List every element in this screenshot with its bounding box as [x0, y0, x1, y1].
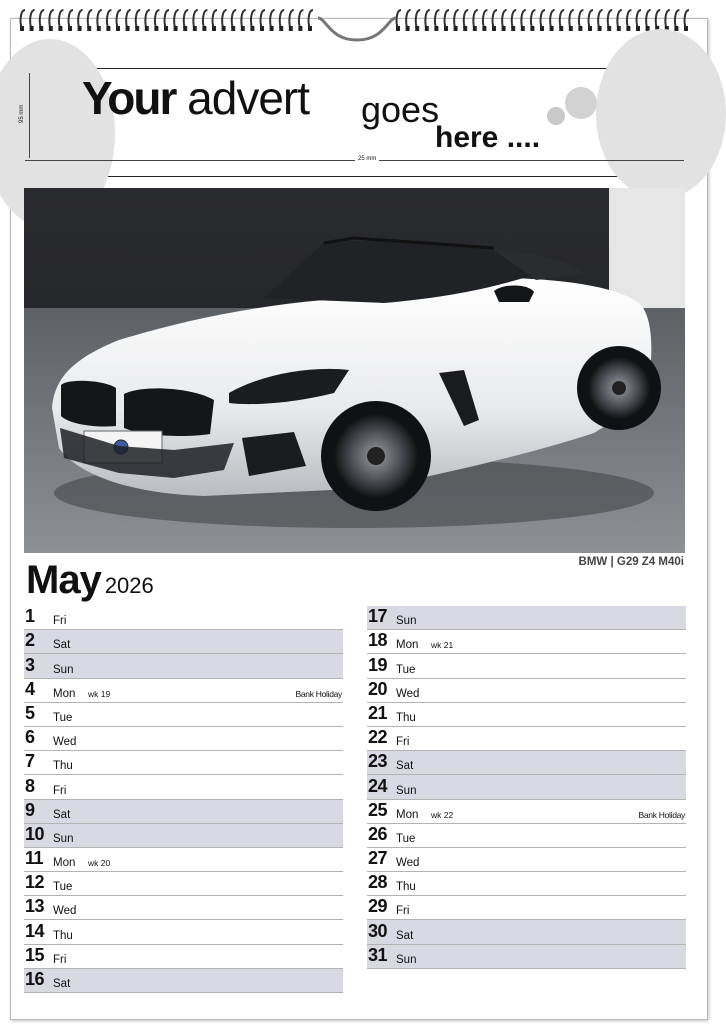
binding-hole	[454, 26, 458, 31]
binding-hole	[241, 26, 245, 31]
binding-hole	[193, 26, 197, 31]
binding-hole	[684, 26, 688, 31]
photo-caption: BMW | G29 Z4 M40i	[578, 556, 684, 568]
day-number: 10	[25, 823, 45, 844]
binding-hole	[482, 26, 486, 31]
day-name: Wed	[396, 857, 420, 870]
binding-hole	[279, 26, 283, 31]
day-name: Sat	[53, 808, 71, 821]
calendar-row	[367, 630, 686, 654]
binding-hole	[250, 26, 254, 31]
day-name: Mon	[396, 639, 419, 652]
calendar-row	[367, 824, 686, 848]
day-name: Tue	[396, 832, 416, 845]
binding-hole	[298, 26, 302, 31]
calendar-row	[24, 679, 343, 703]
binding-hole	[135, 26, 139, 31]
calendar-row	[367, 800, 686, 824]
day-name: Sat	[396, 929, 414, 942]
spiral-binding	[0, 0, 714, 48]
binding-hole	[289, 26, 293, 31]
day-number: 12	[25, 872, 45, 893]
binding-hole	[49, 26, 53, 31]
binding-hole	[260, 26, 264, 31]
binding-hole	[270, 26, 274, 31]
binding-hole	[425, 26, 429, 31]
day-number: 11	[25, 848, 44, 869]
day-number: 17	[368, 606, 388, 627]
day-number: 13	[25, 896, 45, 917]
advert-decor-circle	[565, 87, 597, 119]
binding-hole	[636, 26, 640, 31]
binding-hole	[116, 26, 120, 31]
binding-hole	[530, 26, 534, 31]
binding-hole	[222, 26, 226, 31]
calendar-row	[367, 703, 686, 727]
day-number: 25	[368, 799, 388, 820]
binding-hole	[540, 26, 544, 31]
binding-hole	[30, 26, 34, 31]
day-name: Mon	[53, 687, 76, 700]
calendar-row	[24, 727, 343, 751]
binding-hole	[145, 26, 149, 31]
calendar-column-left	[24, 606, 343, 993]
binding-hole	[473, 26, 477, 31]
day-name: Wed	[53, 736, 77, 749]
week-number: wk 22	[431, 809, 454, 820]
binding-hole	[183, 26, 187, 31]
advert-placeholder	[19, 68, 687, 177]
binding-hole	[68, 26, 72, 31]
day-name: Tue	[396, 663, 416, 676]
day-name: Sun	[396, 953, 417, 966]
advert-decor-circle	[547, 107, 565, 125]
week-number: wk 20	[88, 858, 111, 869]
day-name: Sun	[396, 615, 417, 628]
binding-hole	[626, 26, 630, 31]
day-number: 6	[25, 727, 35, 748]
day-name: Mon	[53, 857, 76, 870]
binding-hole	[598, 26, 602, 31]
calendar-row	[24, 945, 343, 969]
calendar-column-right	[367, 606, 686, 969]
day-name: Sun	[396, 784, 417, 797]
binding-hole	[492, 26, 496, 31]
car-photo	[24, 188, 685, 553]
day-name: Thu	[396, 881, 416, 894]
calendar-row	[367, 727, 686, 751]
day-number: 1	[25, 606, 35, 627]
day-name: Wed	[53, 905, 77, 918]
binding-hole	[444, 26, 448, 31]
day-name: Fri	[53, 615, 67, 628]
binding-hole	[164, 26, 168, 31]
day-name: Fri	[53, 784, 67, 797]
binding-hole	[154, 26, 158, 31]
binding-hole	[406, 26, 410, 31]
calendar-row	[24, 703, 343, 727]
calendar-row	[367, 751, 686, 775]
binding-hole	[308, 26, 312, 31]
binding-hole	[212, 26, 216, 31]
day-name: Fri	[396, 736, 410, 749]
day-number: 8	[25, 775, 35, 796]
binding-hole	[521, 26, 525, 31]
day-name: Sun	[53, 832, 74, 845]
calendar-row	[24, 969, 343, 993]
binding-hole	[396, 26, 400, 31]
calendar-row	[24, 800, 343, 824]
binding-hole	[39, 26, 43, 31]
binding-hole	[569, 26, 573, 31]
day-number: 9	[25, 799, 35, 820]
day-name: Mon	[396, 808, 419, 821]
day-number: 26	[368, 823, 388, 844]
holiday-note: Bank Holiday	[295, 688, 342, 699]
day-number: 20	[368, 678, 388, 699]
day-number: 5	[25, 702, 35, 723]
advert-headline-word: goes	[361, 89, 440, 130]
day-number: 3	[25, 654, 35, 675]
binding-hole	[617, 26, 621, 31]
calendar-row	[367, 848, 686, 872]
day-number: 7	[25, 751, 35, 772]
binding-hole	[578, 26, 582, 31]
advert-decor-shape	[596, 29, 726, 199]
calendar-row	[24, 848, 343, 872]
day-name: Thu	[396, 711, 416, 724]
month-year: 2026	[104, 573, 154, 598]
day-name: Thu	[53, 760, 73, 773]
day-number: 15	[25, 944, 45, 965]
day-name: Sat	[53, 639, 71, 652]
month-name: May	[26, 558, 101, 602]
advert-headline: Your advert	[82, 72, 310, 124]
binding-hole	[20, 26, 24, 31]
day-number: 22	[368, 727, 388, 748]
calendar-row	[367, 654, 686, 678]
binding-hole	[174, 26, 178, 31]
calendar-row	[24, 872, 343, 896]
month-heading	[26, 558, 154, 603]
binding-hole	[463, 26, 467, 31]
day-number: 28	[368, 872, 388, 893]
day-number: 18	[368, 630, 388, 651]
day-number: 2	[25, 630, 35, 651]
day-name: Sat	[396, 760, 414, 773]
advert-subline: here ....	[435, 121, 541, 154]
binding-hole	[502, 26, 506, 31]
binding-hole	[415, 26, 419, 31]
binding-hole	[202, 26, 206, 31]
calendar-row	[367, 679, 686, 703]
height-dimension-label: 95 mm	[19, 104, 25, 123]
binding-hole	[106, 26, 110, 31]
binding-hole	[78, 26, 82, 31]
day-name: Fri	[53, 953, 67, 966]
calendar-row	[24, 896, 343, 920]
day-number: 14	[25, 920, 45, 941]
calendar-row	[24, 606, 343, 630]
week-number: wk 21	[431, 640, 454, 651]
height-dimension-line	[29, 73, 38, 158]
day-number: 31	[368, 944, 388, 965]
day-number: 16	[25, 969, 45, 989]
day-number: 4	[25, 678, 35, 699]
day-name: Sun	[53, 663, 74, 676]
binding-hole	[434, 26, 438, 31]
day-number: 29	[368, 896, 388, 917]
calendar-row	[24, 630, 343, 654]
calendar-row	[367, 896, 686, 920]
day-name: Thu	[53, 929, 73, 942]
week-number: wk 19	[88, 688, 111, 699]
day-number: 21	[368, 702, 388, 723]
calendar-row	[367, 920, 686, 944]
calendar-row	[367, 872, 686, 896]
day-number: 19	[368, 654, 388, 675]
binding-hole	[559, 26, 563, 31]
binding-hole	[97, 26, 101, 31]
calendar-row	[24, 920, 343, 944]
width-dimension-label: 25 mm	[355, 156, 379, 162]
calendar-row	[24, 751, 343, 775]
calendar-row	[24, 654, 343, 678]
binding-hole	[231, 26, 235, 31]
binding-hole	[607, 26, 611, 31]
binding-hole	[550, 26, 554, 31]
calendar-row	[367, 775, 686, 799]
binding-hole	[58, 26, 62, 31]
day-number: 30	[368, 920, 388, 941]
holiday-note: Bank Holiday	[638, 809, 685, 820]
binding-hole	[126, 26, 130, 31]
binding-hole	[511, 26, 515, 31]
binding-hole	[588, 26, 592, 31]
day-name: Tue	[53, 881, 73, 894]
day-number: 24	[368, 775, 388, 796]
calendar-row	[24, 775, 343, 799]
calendar-row	[367, 606, 686, 630]
binding-hole	[87, 26, 91, 31]
day-name: Tue	[53, 711, 73, 724]
calendar-row	[367, 945, 686, 969]
calendar-row	[24, 824, 343, 848]
day-name: Wed	[396, 687, 420, 700]
day-number: 27	[368, 848, 388, 869]
day-number: 23	[368, 751, 388, 772]
day-name: Sat	[53, 978, 71, 990]
day-name: Fri	[396, 905, 410, 918]
